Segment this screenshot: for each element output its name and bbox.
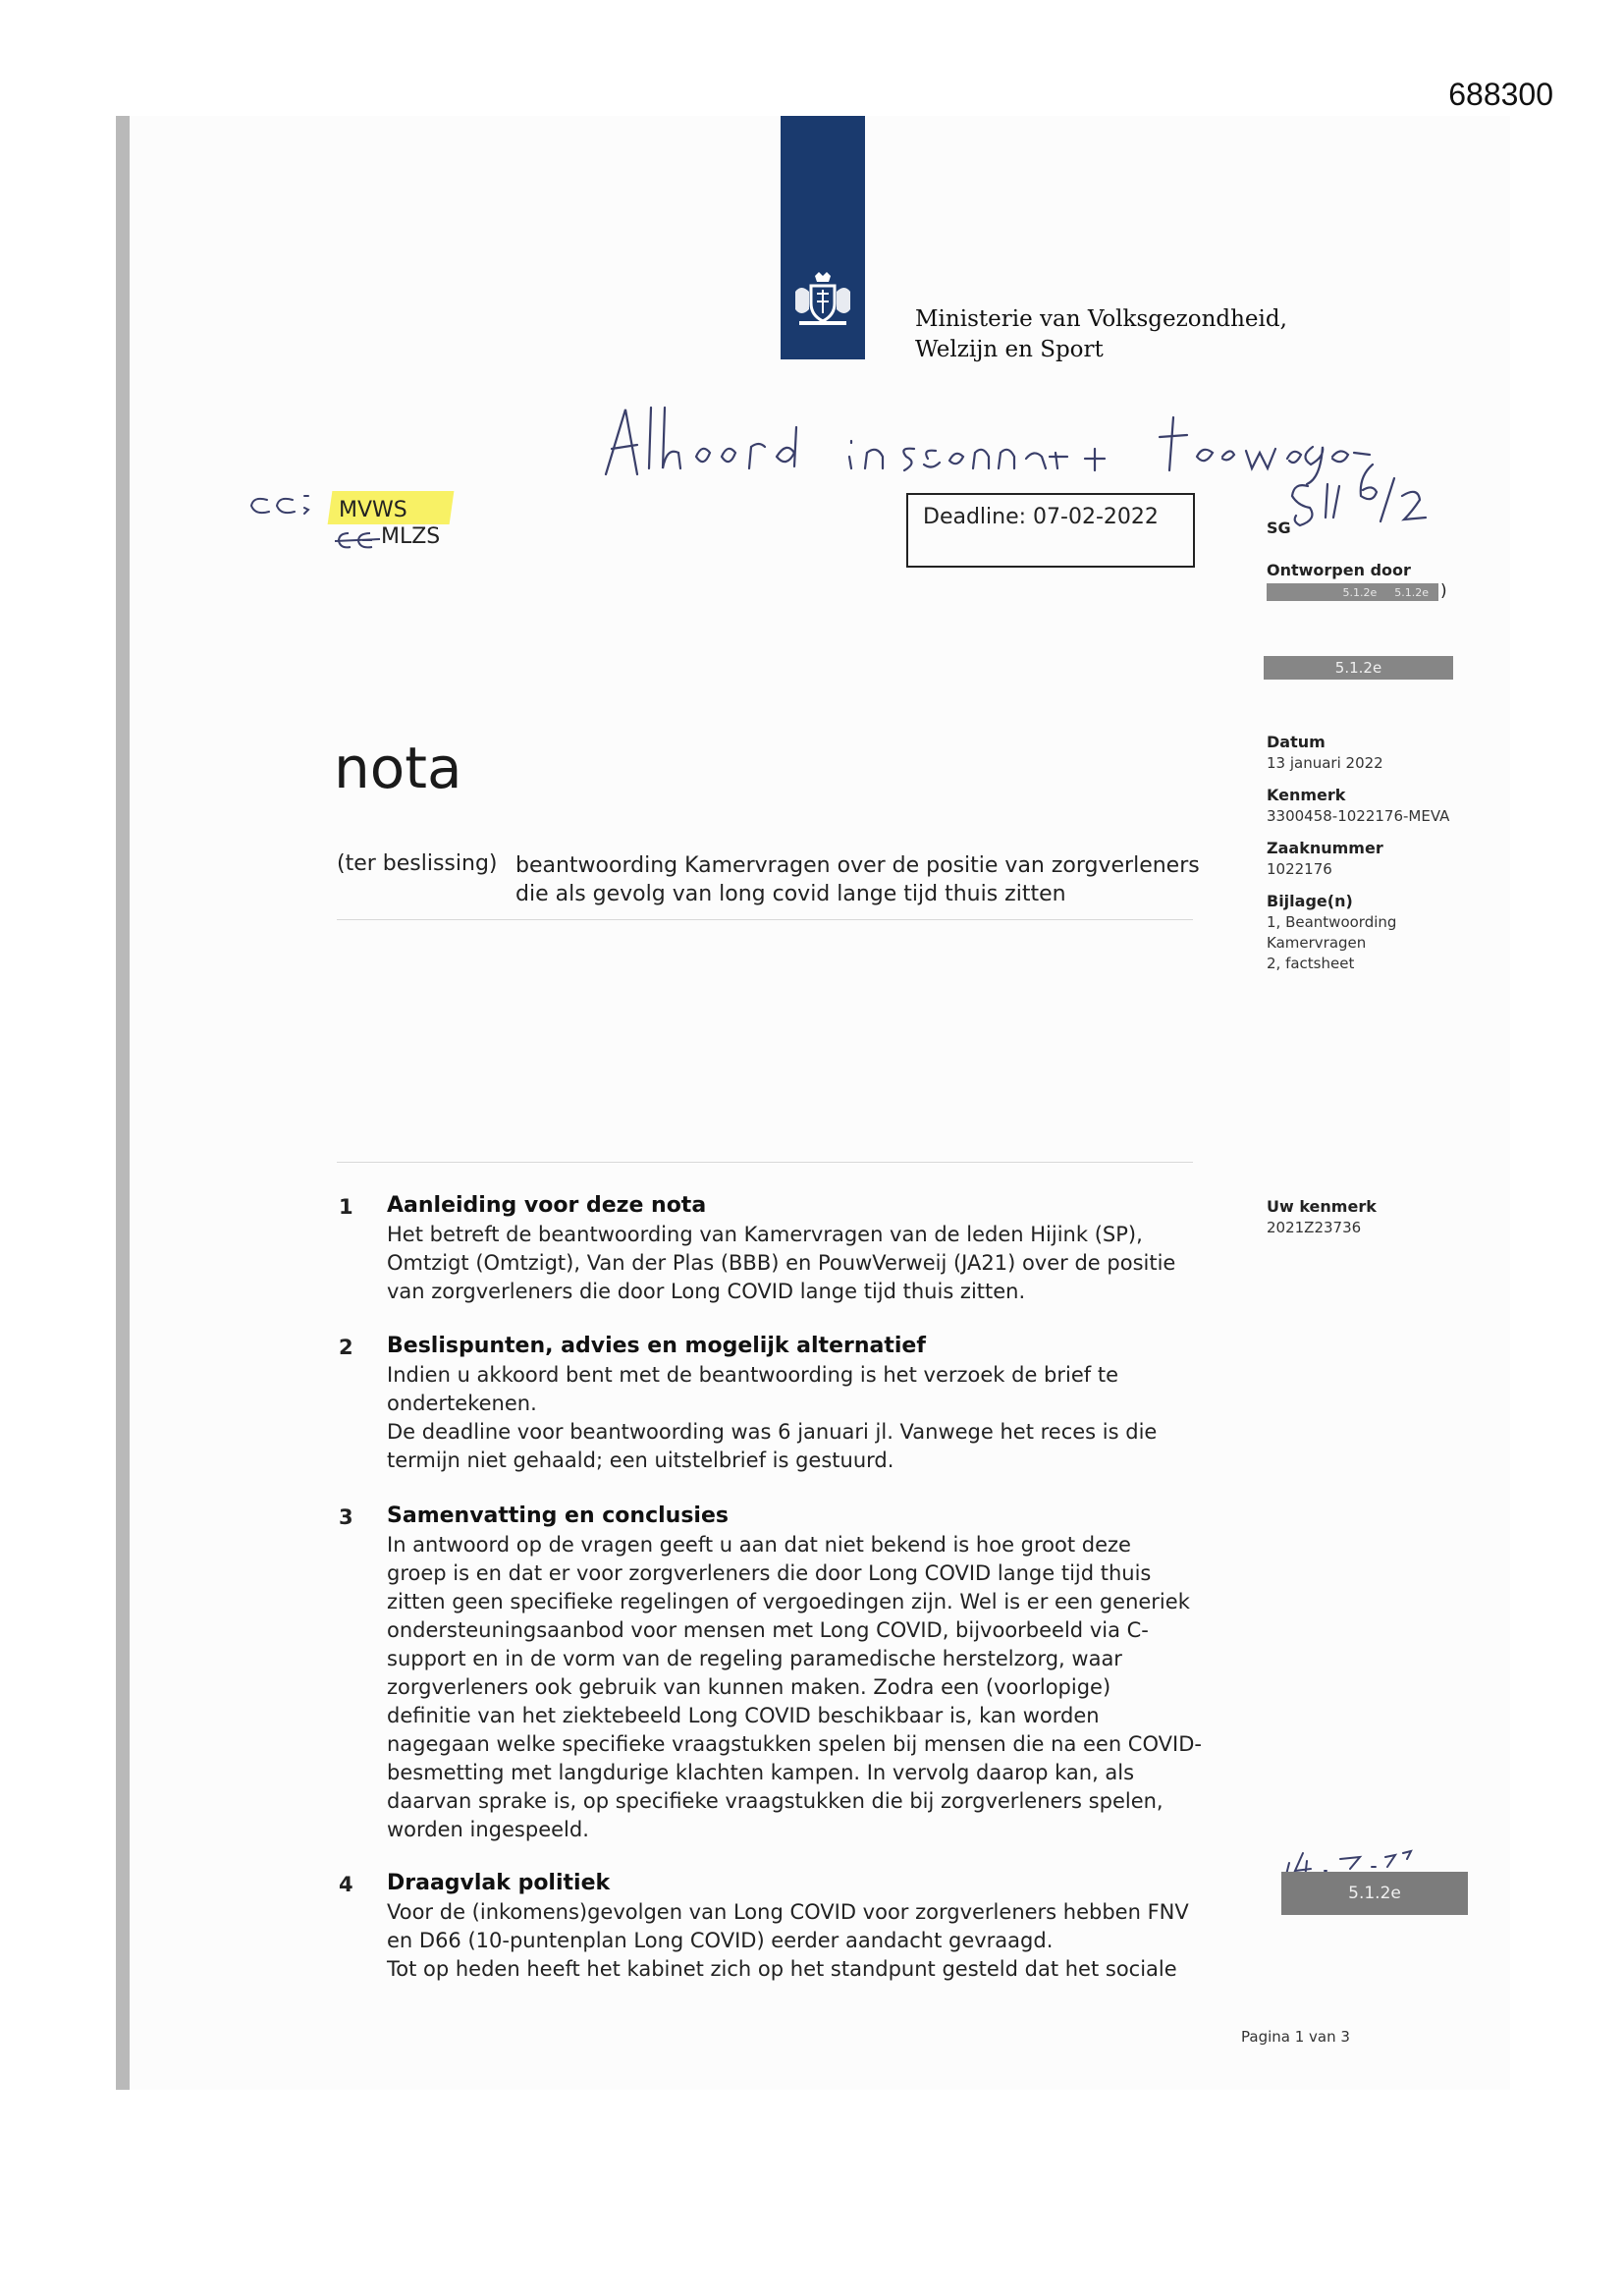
uw-kenmerk-value: 2021Z23736	[1267, 1219, 1362, 1236]
body-line: besmetting met langdurige klachten kampen. In vervolg daarop kan, als	[387, 1761, 1135, 1784]
section-number: 2	[339, 1336, 353, 1359]
cc-recipient-mvws: MVWS	[339, 498, 407, 522]
bijlage-label: Bijlage(n)	[1267, 892, 1353, 910]
body-line: termijn niet gehaald; een uitstelbrief is gestuurd.	[387, 1449, 894, 1472]
section-title: Beslispunten, advies en mogelijk alternatief	[387, 1334, 926, 1358]
ter-beslissing-label: (ter beslissing)	[337, 851, 498, 876]
bijlage-line: Kamervragen	[1267, 934, 1367, 952]
section-number: 3	[339, 1505, 353, 1529]
closing-paren: )	[1440, 581, 1447, 601]
body-line: zorgverleners ook gebruik van kunnen maken. Zodra een (voorlopige)	[387, 1675, 1111, 1699]
body-line: ondertekenen.	[387, 1392, 537, 1415]
handwritten-strikeout	[335, 527, 382, 553]
body-line: nagegaan welke specifieke vraagstukken spelen bij mensen die na een COVID-	[387, 1732, 1202, 1756]
datum-value: 13 januari 2022	[1267, 754, 1383, 772]
subject-line: die als gevolg van long covid lange tijd thuis zitten	[515, 882, 1066, 906]
section-title: Samenvatting en conclusies	[387, 1503, 729, 1528]
body-line: daarvan sprake is, op specifieke vraagstukken die bij zorgverleners spelen,	[387, 1789, 1164, 1813]
ministry-name	[915, 304, 1287, 365]
body-line: zitten geen specifieke regelingen of vergoedingen zijn. Wel is er een generiek	[387, 1590, 1190, 1613]
body-line: ondersteuningsaanbod voor mensen met Long COVID, bijvoorbeeld via C-	[387, 1618, 1149, 1642]
body-line: groep is en dat er voor zorgverleners die door Long COVID lange tijd thuis	[387, 1561, 1152, 1585]
ministry-line-2: Welzijn en Sport	[915, 337, 1104, 362]
body-line: De deadline voor beantwoording was 6 januari jl. Vanwege het reces is die	[387, 1420, 1158, 1444]
cc-recipient-mlzs: MLZS	[381, 524, 441, 549]
bijlage-value	[1267, 912, 1396, 974]
handwritten-initials	[1274, 457, 1471, 535]
ministry-line-1: Ministerie van Volksgezondheid,	[915, 306, 1287, 332]
body-line: Omtzigt (Omtzigt), Van der Plas (BBB) en PouwVerweij (JA21) over de positie	[387, 1251, 1176, 1275]
bijlage-line: 2, factsheet	[1267, 955, 1355, 972]
bijlage-line: 1, Beantwoording	[1267, 913, 1397, 931]
zaaknummer-value: 1022176	[1267, 860, 1332, 878]
body-line: Het betreft de beantwoording van Kamervragen van de leden Hijink (SP),	[387, 1223, 1143, 1246]
scan-edge	[116, 116, 130, 2090]
section-body	[387, 1221, 1290, 1306]
section-title: Draagvlak politiek	[387, 1871, 611, 1895]
body-line: In antwoord op de vragen geeft u aan dat niet bekend is hoe groot deze	[387, 1533, 1131, 1557]
section-body	[387, 1361, 1290, 1475]
section-number: 4	[339, 1873, 353, 1896]
section-body	[387, 1531, 1290, 1844]
body-line: Tot op heden heeft het kabinet zich op het standpunt gesteld dat het sociale	[387, 1957, 1177, 1981]
zaaknummer-label: Zaaknummer	[1267, 839, 1383, 857]
datum-label: Datum	[1267, 733, 1326, 751]
page-number: Pagina 1 van 3	[1241, 2028, 1350, 2046]
body-line: van zorgverleners die door Long COVID lange tijd thuis zitten.	[387, 1280, 1026, 1303]
section-body	[387, 1898, 1290, 1984]
body-line: definitie van het ziektebeeld Long COVID beschikbaar is, kan worden	[387, 1704, 1100, 1727]
body-line: worden ingespeeld.	[387, 1818, 589, 1841]
uw-kenmerk-label: Uw kenmerk	[1267, 1197, 1377, 1216]
body-line: Indien u akkoord bent met de beantwoording is het verzoek de brief te	[387, 1363, 1118, 1387]
redaction-signature: 5.1.2e	[1281, 1872, 1468, 1915]
subject	[515, 851, 1222, 908]
divider	[337, 919, 1193, 920]
kenmerk-label: Kenmerk	[1267, 786, 1346, 804]
sg-label: SG	[1267, 519, 1291, 537]
subject-line: beantwoording Kamervragen over de positie van zorgverleners	[515, 853, 1200, 878]
document-number: 688300	[1448, 77, 1553, 112]
redaction-author	[1267, 583, 1438, 601]
deadline-label: Deadline: 07-02-2022	[923, 505, 1159, 529]
redaction-code: 5.1.2e	[1394, 585, 1429, 599]
ontworpen-door-label: Ontworpen door	[1267, 561, 1411, 579]
divider	[337, 1162, 1193, 1163]
body-line: Voor de (inkomens)gevolgen van Long COVID voor zorgverleners hebben FNV	[387, 1900, 1189, 1924]
page-title: nota	[334, 735, 462, 801]
handwritten-approval-note	[594, 388, 1380, 496]
section-number: 1	[339, 1195, 353, 1219]
body-line: support en in de vorm van de regeling paramedische herstelzorg, waar	[387, 1647, 1122, 1670]
handwritten-cc-mark	[245, 486, 334, 525]
section-title: Aanleiding voor deze nota	[387, 1193, 707, 1218]
royal-crest-icon	[781, 265, 865, 334]
kenmerk-value: 3300458-1022176-MEVA	[1267, 807, 1450, 825]
redaction-block: 5.1.2e	[1264, 656, 1453, 680]
redaction-code: 5.1.2e	[1342, 585, 1378, 599]
body-line: en D66 (10-puntenplan Long COVID) eerder aandacht gevraagd.	[387, 1929, 1054, 1952]
